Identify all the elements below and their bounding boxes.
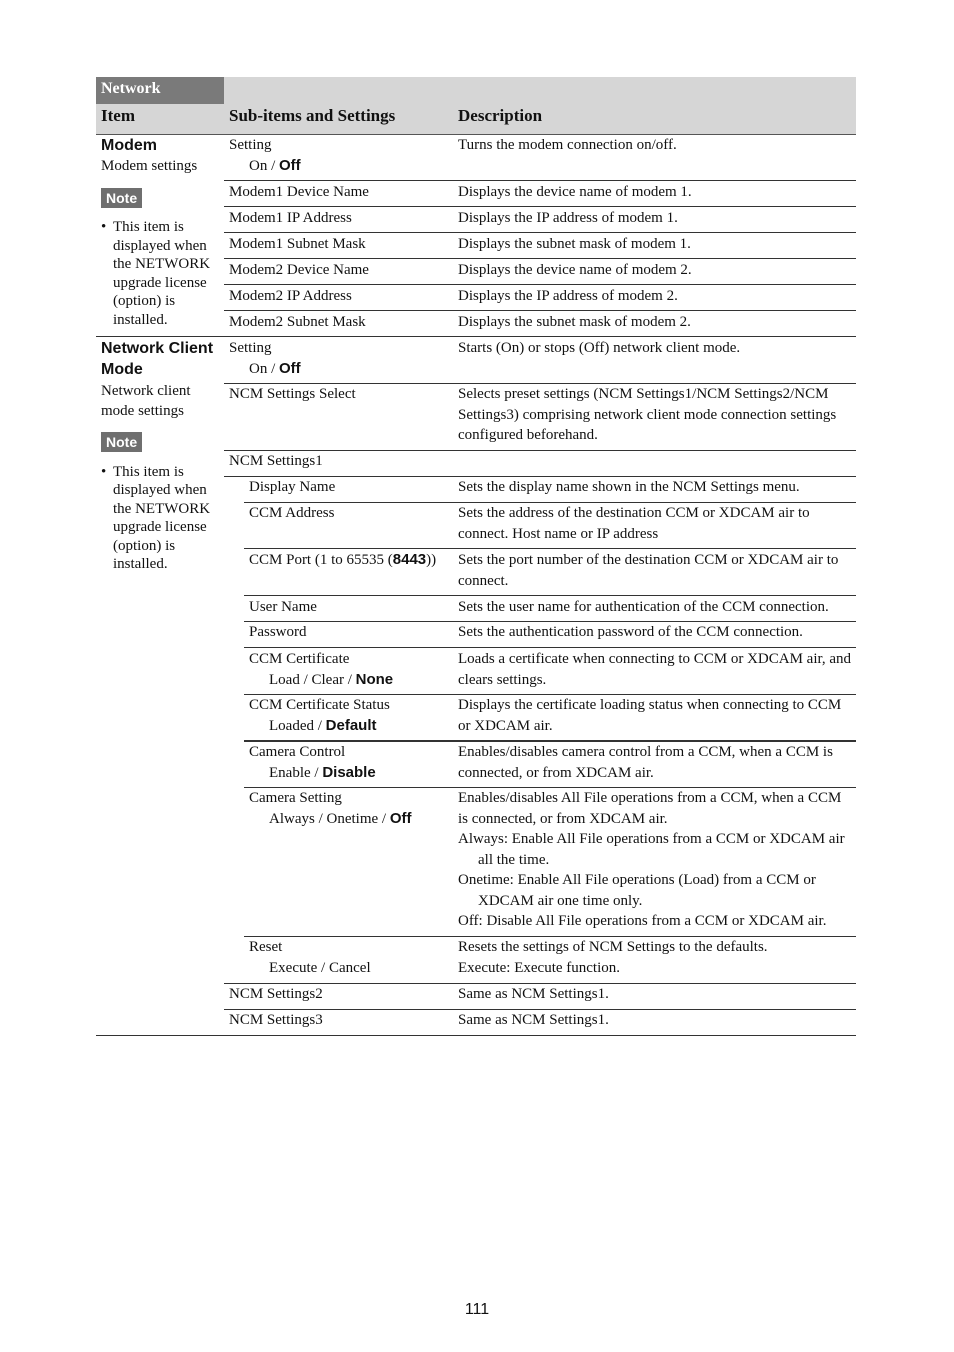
ccm-address-sub: CCM Address: [249, 505, 335, 521]
divider: [244, 647, 856, 648]
modem2-subnet-desc: Displays the subnet mask of modem 2.: [458, 314, 691, 330]
reset-desc: Resets the settings of NCM Settings to the defaults. Execute: Execute function.: [458, 939, 768, 976]
ncm-settings1-label: NCM Settings1: [229, 453, 323, 469]
ncm-settings2-desc: Same as NCM Settings1.: [458, 986, 609, 1002]
display-name-desc: Sets the display name shown in the NCM Settings menu.: [458, 479, 800, 495]
ccm-port-desc: Sets the port number of the destination CCM or XDCAM air to connect.: [458, 552, 839, 589]
modem1-device-name: Modem1 Device Name: [229, 184, 369, 200]
modem-setting-desc: Turns the modem connection on/off.: [458, 137, 677, 153]
modem1-ip-desc: Displays the IP address of modem 1.: [458, 210, 678, 226]
modem-setting-sub: Setting On / Off: [229, 137, 301, 174]
password-sub: Password: [249, 624, 307, 640]
ccm-cert-status-desc: Displays the certificate loading status when connecting to CCM or XDCAM air.: [458, 697, 842, 734]
reset-sub: Reset Execute / Cancel: [249, 939, 371, 976]
ccm-cert-desc: Loads a certificate when connecting to CCM or XDCAM air, and clears settings.: [458, 651, 852, 688]
modem-subtitle: Modem settings: [101, 158, 198, 174]
ncm-item: [101, 338, 223, 574]
col-sub-header: Sub-items and Settings: [229, 106, 396, 125]
note-badge: Note: [101, 188, 142, 208]
ncm-note: • This item is displayed when the NETWORK upgrade license (option) is installed.: [101, 463, 211, 572]
ncm-setting-desc: Starts (On) or stops (Off) network client mode.: [458, 340, 741, 356]
col-desc-header: Description: [458, 106, 543, 125]
divider: [224, 310, 856, 311]
display-name-sub: Display Name: [249, 479, 336, 495]
user-name-desc: Sets the user name for authentication of the CCM connection.: [458, 599, 829, 615]
modem2-device-name-desc: Displays the device name of modem 2.: [458, 262, 692, 278]
ncm-select-sub: NCM Settings Select: [229, 386, 356, 402]
modem2-subnet: Modem2 Subnet Mask: [229, 314, 366, 330]
modem1-device-name-desc: Displays the device name of modem 1.: [458, 184, 692, 200]
network-table: [96, 77, 856, 1028]
modem1-subnet-desc: Displays the subnet mask of modem 1.: [458, 236, 691, 252]
modem-item: [101, 135, 221, 329]
ncm-settings3-desc: Same as NCM Settings1.: [458, 1012, 609, 1028]
modem2-ip: Modem2 IP Address: [229, 288, 352, 304]
table-header: [96, 77, 856, 135]
camera-control-sub: Camera Control Enable / Disable: [249, 744, 376, 781]
section-divider: [96, 336, 856, 337]
ccm-port-sub: CCM Port (1 to 65535 (8443)): [249, 551, 437, 568]
section-tab: Network: [96, 77, 224, 104]
divider: [224, 232, 856, 233]
ncm-setting-sub: Setting On / Off: [229, 340, 301, 377]
modem-title: Modem: [101, 137, 157, 154]
modem2-ip-desc: Displays the IP address of modem 2.: [458, 288, 678, 304]
ncm-subtitle: Network client mode settings: [101, 383, 191, 419]
ccm-cert-status-sub: CCM Certificate Status Loaded / Default: [249, 697, 390, 734]
col-item-header: Item: [101, 106, 135, 125]
divider: [224, 180, 856, 181]
camera-setting-desc: Enables/disables All File operations from a CCM, when a CCM is connected, or from XDCAM air. Always: Enable All File operations from a CCM or XDCAM air all the time. Onetime: Enable All File operations (Load) from a CCM or XDCAM air one time only. Off: Disable All File operations from a CCM or XDCAM air.: [458, 790, 845, 929]
table-bottom-border: [96, 1035, 856, 1036]
modem-note: • This item is displayed when the NETWORK upgrade license (option) is installed.: [101, 219, 211, 328]
divider: [244, 548, 856, 549]
modem1-subnet: Modem1 Subnet Mask: [229, 236, 366, 252]
ccm-cert-sub: CCM Certificate Load / Clear / None: [249, 651, 394, 688]
user-name-sub: User Name: [249, 599, 317, 615]
ncm-select-desc: Selects preset settings (NCM Settings1/NCM Settings2/NCM Settings3) comprising network client mode connection settings configured beforehand.: [458, 386, 837, 443]
camera-control-desc: Enables/disables camera control from a CCM, when a CCM is connected, or from XDCAM air.: [458, 744, 833, 781]
password-desc: Sets the authentication password of the CCM connection.: [458, 624, 803, 640]
ccm-address-desc: Sets the address of the destination CCM or XDCAM air to connect. Host name or IP address: [458, 505, 810, 542]
divider: [224, 206, 856, 207]
divider: [224, 258, 856, 259]
ncm-settings2-sub: NCM Settings2: [229, 986, 323, 1002]
ncm-settings3-sub: NCM Settings3: [229, 1012, 323, 1028]
page-number: 111: [464, 1301, 490, 1318]
modem1-ip: Modem1 IP Address: [229, 210, 352, 226]
note-badge: Note: [101, 432, 142, 452]
divider: [244, 595, 856, 596]
divider: [224, 284, 856, 285]
camera-setting-sub: Camera Setting Always / Onetime / Off: [249, 790, 412, 827]
ncm-title: Network Client Mode: [101, 340, 214, 378]
modem2-device-name: Modem2 Device Name: [229, 262, 369, 278]
